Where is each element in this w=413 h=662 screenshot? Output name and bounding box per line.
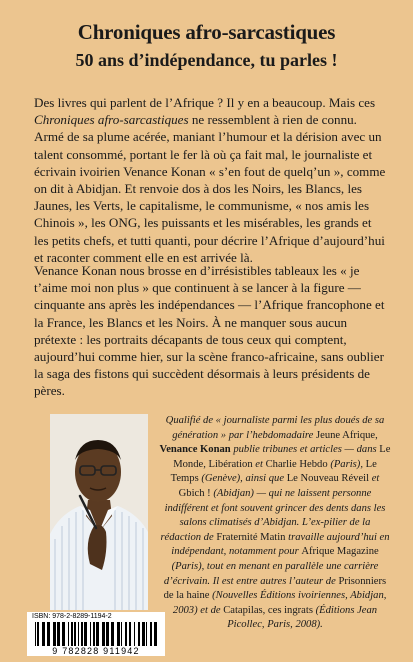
blurb-paragraph-1 [34,94,386,266]
barcode-bar [37,622,39,646]
barcode-bar [47,622,50,646]
barcode-bar [111,622,114,646]
barcode-bar [42,622,45,646]
barcode-icon [33,622,159,646]
cover-title: Chroniques afro-sarcastiques [77,20,336,44]
bio-segment: (Genève), ainsi que [201,473,287,485]
bio-segment: (Paris), [330,458,366,470]
bio-segment: (Paris), tout en menant en parallèle une carrière d’écrivain. Il est entre autres l’auteur de [163,560,379,587]
barcode-bar [134,622,135,646]
barcode-bar [142,622,145,646]
barcode-bar [138,622,140,646]
barcode-bar [150,622,152,646]
bio-segment: Venance Konan [159,444,231,456]
blurb-paragraph-2: Venance Konan nous brosse en d’irrésistibles tableaux les « je t’aime moi non plus » que continuent à se lancer à la figure — cinquante ans après les indépendances — l’Afrique francophone et la France, les Blancs et les Noirs. À ne manquer sous aucun prétexte : les portraits décapants de tous ceux qui comptent, aujourd’hui comme hier, sur la scène franco-africaine, sans oublier la saga des fistons qui succèdent désormais à leurs présidents de pères. [34,263,385,399]
barcode-bar [117,622,120,646]
barcode-bar [125,622,127,646]
barcode-digits: 9 782828 911942 [52,646,140,656]
blurb-text: Des livres qui parlent de l’Afrique ? Il y en a beaucoup. Mais ces [34,95,376,110]
bio-segment: (Abidjan) — qui ne laissent personne indifférent et font souvent grincer des dents dans les salons climatisés d’Abidjan. L’ex-pilier de la rédaction de [160,487,386,543]
bio-segment: publie tribunes et articles — dans [230,444,380,456]
bio-segment: Prisonniers de la haine [163,575,387,602]
bio-segment: Gbich ! [178,487,214,499]
barcode-bar [121,622,122,646]
author-photo [50,414,148,610]
bio-segment: Charlie Hebdo [265,458,331,470]
bio-segment: (Éditions Jean Picollec, Paris, 2008). [227,604,378,631]
barcode-bar [57,622,60,646]
barcode-bar [102,622,105,646]
barcode-bar [74,622,76,646]
barcode-bar [93,622,95,646]
bio-segment: et [371,473,380,485]
barcode-bar [78,622,79,646]
book-title-italic: Chroniques afro-sarcastiques [34,112,189,128]
author-biography [158,414,392,633]
barcode-bar [68,622,69,646]
blurb-text: ne ressemblent à rien de connu. Armé de sa plume acérée, maniant l’humour et la dérision avec un talent consommé, portant le fer là où ça fait mal, le journaliste et écrivain ivoirien Venance Konan « s’en fout de quelq’un », comme on dit à Abidjan. Et renvoie dos à dos les Noirs, les Blancs, les Jaunes, les Verts, le capitalisme, le communisme, « nos amis les Chinois », les ONG, les puissants et les misérables, les grands et les petits chefs, et tutti quanti, pour décrire l’Afrique d’aujourd’hui et raconter comment elle en est arrivée là. [34,112,386,265]
bio-segment: Le Temps [170,458,377,485]
bio-segment: et [255,458,266,470]
barcode-bar [146,622,147,646]
bio-segment: Catapilas, ces ingrats [223,604,316,616]
barcode-bar [62,622,65,646]
barcode-bar [53,622,56,646]
barcode-bar [90,622,91,646]
barcode-bar [35,622,36,646]
barcode-bar [154,622,157,646]
bio-segment: Afrique Magazine [301,546,379,558]
barcode-bar [71,622,73,646]
bio-segment: travaille aujourd’hui en indépendant, notamment pour [171,531,390,558]
barcode-bar [96,622,99,646]
isbn-label: ISBN: 978-2-8289-1194-2 [32,613,112,620]
barcode-bar [81,622,83,646]
author-portrait-image [50,414,148,610]
bio-segment: Qualifié de « journaliste parmi les plus doués de sa génération » par l’hebdomadaire [165,415,385,441]
bio-segment: Fraternité Matin [216,531,289,543]
barcode-bar [106,622,109,646]
bio-segment: Jeune Afrique, [316,429,378,441]
bio-segment: Le Nouveau Réveil [286,473,372,485]
cover-subtitle: 50 ans d’indépendance, tu parles ! [75,50,338,70]
bio-segment: (Nouvelles Éditions ivoiriennes, Abidjan, 2003) et de [172,590,387,616]
bio-segment: Le Monde, Libération [173,444,391,470]
barcode-bar [129,622,131,646]
barcode-bar [84,622,87,646]
